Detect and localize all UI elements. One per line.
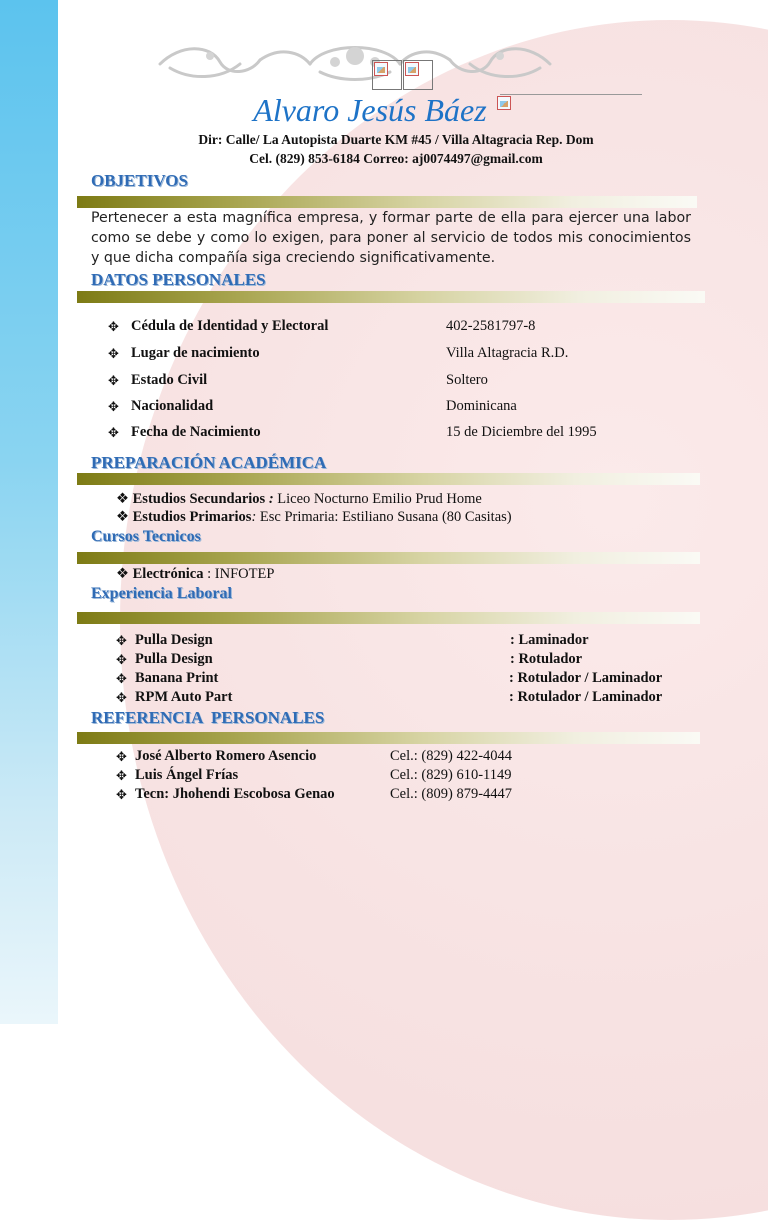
diamond-bullet-icon: ❖ (116, 491, 129, 507)
item-label: Estudios Primarios (132, 509, 252, 525)
item-value: : Rotulador (510, 651, 583, 667)
item-value: 15 de Diciembre del 1995 (446, 424, 597, 440)
item-label: RPM Auto Part (135, 689, 233, 705)
item-label: Tecn: Jhohendi Escobosa Genao (135, 786, 335, 802)
item-value: Liceo Nocturno Emilio Prud Home (277, 491, 482, 507)
item-label: Banana Print (135, 670, 219, 686)
item-separator: : (251, 509, 260, 525)
diamond-bullet-icon: ✥ (108, 373, 119, 388)
item-label: Fecha de Nacimiento (131, 424, 261, 440)
item-label: Nacionalidad (131, 398, 214, 414)
section-title-academica: PREPARACIÓN ACADÉMICA (91, 453, 327, 472)
diamond-bullet-icon: ✥ (116, 633, 127, 648)
diamond-bullet-icon: ✥ (116, 749, 127, 764)
item-value: : Rotulador / Laminador (509, 670, 663, 686)
item-value: Soltero (446, 372, 488, 388)
item-value: Cel.: (829) 422-4044 (390, 748, 513, 764)
list-item (116, 509, 512, 526)
item-value: Esc Primaria: Estiliano Susana (80 Casitas) (259, 509, 512, 525)
item-value: Cel.: (809) 879-4447 (390, 786, 513, 802)
phone-email-line: Cel. (829) 853-6184 Correo: aj0074497@gmail.com (249, 151, 543, 166)
item-label: Lugar de nacimiento (131, 345, 260, 361)
objective-paragraph: Pertenecer a esta magnífica empresa, y formar parte de ella para ejercer una labor como se debe y como lo exigen, para poner al servicio de todos mis conocimientos y que dicha compañía siga creciendo significativamente. (91, 210, 691, 266)
item-separator: : (265, 491, 278, 507)
diamond-bullet-icon: ✥ (116, 768, 127, 783)
diamond-bullet-icon: ✥ (116, 652, 127, 667)
item-value: 402-2581797-8 (446, 318, 536, 334)
diamond-bullet-icon: ✥ (116, 787, 127, 802)
item-label: Luis Ángel Frías (135, 767, 239, 783)
section-divider (77, 732, 700, 744)
item-label: Estado Civil (131, 372, 208, 388)
broken-image-icon (374, 62, 388, 76)
diamond-bullet-icon: ✥ (116, 671, 127, 686)
section-title-referencias: REFERENCIA PERSONALES (91, 708, 325, 727)
diamond-bullet-icon: ❖ (116, 566, 129, 582)
item-label: Estudios Secundarios (132, 491, 266, 507)
item-value: Dominicana (446, 398, 517, 414)
list-item (116, 491, 482, 508)
section-title-cursos: Cursos Tecnicos (91, 528, 201, 545)
item-label: Pulla Design (135, 632, 213, 648)
item-label: José Alberto Romero Asencio (135, 748, 317, 764)
item-value: : Laminador (510, 632, 589, 648)
section-divider (77, 552, 700, 564)
section-divider (77, 196, 697, 208)
item-label: Cédula de Identidad y Electoral (131, 318, 329, 334)
section-divider (77, 291, 705, 303)
address-line: Dir: Calle/ La Autopista Duarte KM #45 / Villa Altagracia Rep. Dom (198, 132, 594, 147)
item-value: : Rotulador / Laminador (509, 689, 663, 705)
item-value: : INFOTEP (203, 566, 275, 582)
candidate-name: Alvaro Jesús Báez (253, 92, 487, 128)
item-value: Villa Altagracia R.D. (446, 345, 569, 361)
section-divider (77, 612, 700, 624)
diamond-bullet-icon: ✥ (108, 425, 119, 440)
diamond-bullet-icon: ✥ (108, 346, 119, 361)
diamond-bullet-icon: ❖ (116, 509, 129, 525)
item-value: Cel.: (829) 610-1149 (390, 767, 512, 783)
section-divider (77, 473, 700, 485)
section-title-objetivos: OBJETIVOS (91, 171, 188, 190)
ornament-flourish-icon (150, 34, 560, 84)
item-label: Electrónica (132, 566, 204, 582)
section-title-datos: DATOS PERSONALES (91, 270, 266, 289)
section-title-experiencia: Experiencia Laboral (91, 585, 232, 602)
item-label: Pulla Design (135, 651, 213, 667)
diamond-bullet-icon: ✥ (108, 399, 119, 414)
broken-image-icon (405, 62, 419, 76)
list-item (116, 566, 274, 583)
diamond-bullet-icon: ✥ (108, 319, 119, 334)
diamond-bullet-icon: ✥ (116, 690, 127, 705)
